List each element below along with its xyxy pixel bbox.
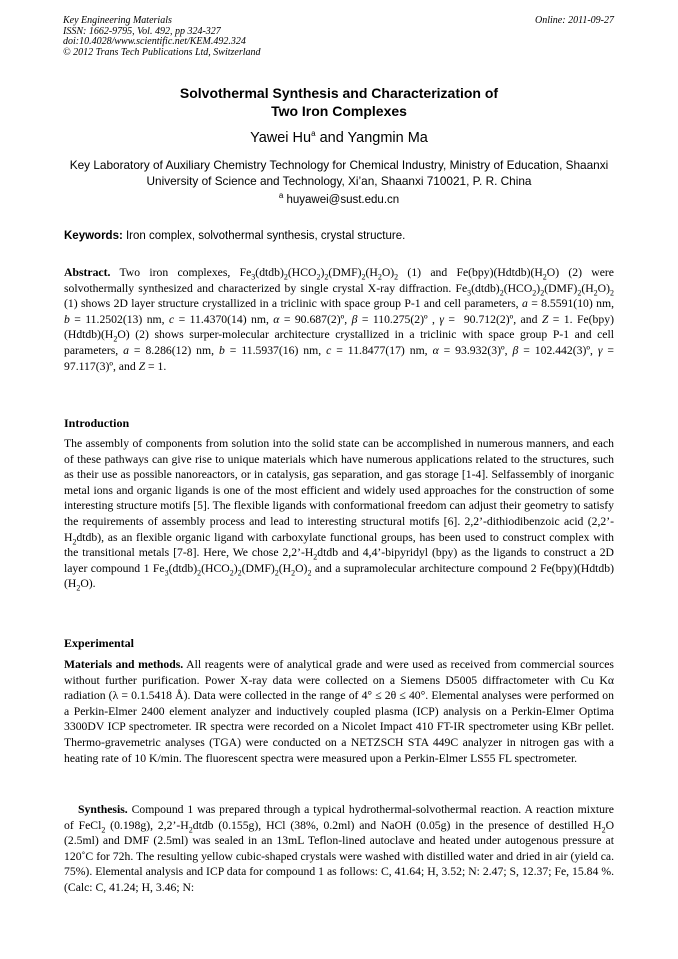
email-address[interactable]: huyawei@sust.edu.cn [283,194,400,206]
materials-paragraph: Materials and methods. All reagents were of analytical grade and were used as received from commercial sources without further purification. Power X-ray data were collected on a Siemens D5005 diffractometer with Cu Kα radiation (λ = 0.1.5418 Å). Data were collected in the range of 4° ≤ 2θ ≤ 40°. Elemental analyses were performed on a Perkin-Elmer 2400 element analyzer and inductively coupled plasma (ICP) analysis on a Perkin-Elmer Optima 3300DV ICP spectrometer. IR spectra were recorded on a Nicolet Impact 410 FT-IR spectrometer using KBr pellet. Thermo-gravemetric analyses (TGA) were conducted on a NETZSCH STA 449C analyzer in nitrogen gas with a heating rate of 10 K/min. The fluorescent spectra were measured upon a Perkin-Elmer LS55 FL spectrometer. [64,658,614,765]
introduction-heading: Introduction [64,416,130,430]
title-line-1: Solvothermal Synthesis and Characterization of [179,85,499,101]
authors [0,129,678,147]
abstract-label: Abstract. [64,266,111,279]
synthesis-label: Synthesis. [78,803,128,816]
copyright: © 2012 Trans Tech Publications Ltd, Switzerland [63,46,261,58]
experimental-heading: Experimental [64,636,134,650]
synthesis-paragraph: Synthesis. Compound 1 was prepared through a typical hydrothermal-solvothermal reaction. A reaction mixture of FeCl$_2$ (0.198g), $2,2’-H_2dtdb$ (0.155g), HCl (38%, 0.2ml) and NaOH (0.05g) in the presence of destilled $H_2O$ (2.5ml) and DMF (2.5ml) was sealed in an 13mL Teflon-lined autoclave and heated under autogenous pressure at 120˚C for 72h. The resulting yellow cubic-shaped crystals were washed with distilled water and dried in air (yield ca. 75%). Elemental analysis and ICP data for compound 1 as follows: C, 41.64; H, 3.52; N: 2.47; S, 12.37; Fe, 15.84 %. (Calc: C, 41.24; H, 3.46; N: [64,803,615,894]
issn: ISSN: 1662-9795, Vol. 492, pp 324-327 [63,25,221,37]
email-mark: a [278,191,284,201]
online-date: Online: 2011-09-27 [535,15,614,26]
paper-title [0,84,678,120]
keywords-text: Iron complex, solvothermal synthesis, crystal structure. [122,230,406,242]
author-1: Yawei Hu [250,130,312,146]
materials-label: Materials and methods. [64,658,184,671]
author-2: Yangmin Ma [347,130,428,146]
authors-and: and [315,130,348,146]
title-line-2: Two Iron Complexes [271,103,407,119]
author-1-affil-mark: a [311,129,316,139]
affiliation: Key Laboratory of Auxiliary Chemistry Technology for Chemical Industry, Ministry of Education, Shaanxi University of Science and Technology, Xi’an, Shaanxi 710021, P. R. China [69,158,609,188]
journal-name: Key Engineering Materials [63,15,172,26]
abstract-paragraph: Abstract. Two iron complexes, $Fe_3(dtdb)_2(HCO_2)_2(DMF)_2(H_2O)_2$ (1) and $Fe(bpy)(Hdtdb)(H_2O)$ (2) were solvothermally synthesized and characterized by single crystal X-ray diffraction. $Fe_3(dtdb)_2(HCO_2)_2(DMF)_2(H_2O)_2$ (1) shows 2D layer structure crystallized in a triclinic with space group P-1 and cell parameters, a = 8.5591(10) nm, b = 11.2502(13) nm, c = 11.4370(14) nm, α = 90.687(2)º, β = 110.275(2)º , γ = 90.712(2)º, and Z = 1. $Fe(bpy)(Hdtdb)(H_2O)$ (2) shows surper-molecular architecture crystallized in a triclinic with space group P-1 and cell parameters, a = 8.286(12) nm, b = 11.5937(16) nm, c = 11.8477(17) nm, α = 93.932(3)º, β = 102.442(3)º, γ = 97.117(3)º, and Z = 1. [64,266,615,373]
keywords [64,229,614,244]
introduction-paragraph: The assembly of components from solution into the solid state can be accomplished in numerous manners, and each of these pathways can give rise to unique materials which have numerous applications related to the structures, such as their use as possible nanoreactors, or in catalysis, gas separation, and gas storage [1-4]. Selfassembly of inorganic metal ions and organic ligands is one of the most efficient and widely used approaches for the construction of some interesting structure motifs [5]. The flexible ligands with conformational freedom can adjust their geometry to satisfy the requirements of assembly process and lead to interesting structural motifs [6]. 2,2’-dithiodibenzoic acid $(2,2’-H_2dtdb)$, as an flexible organic ligand with carboxylate functional groups, has been used to construct complex with the transitional metals [7-8]. Here, We chose $2,2’-H_2dtdb$ and 4,4’-bipyridyl (bpy) as the ligands to construct a 2D layer compound 1 $Fe_3(dtdb)_2(HCO_2)_2(DMF)_2(H_2O)_2$ and a supramolecular architecture compound 2 $Fe(bpy)(Hdtdb)(H_2O)$. [64,437,615,593]
email [0,192,678,208]
doi: doi:10.4028/www.scientific.net/KEM.492.324 [63,36,246,47]
keywords-label: Keywords: [64,230,123,242]
journal-header [63,16,614,58]
